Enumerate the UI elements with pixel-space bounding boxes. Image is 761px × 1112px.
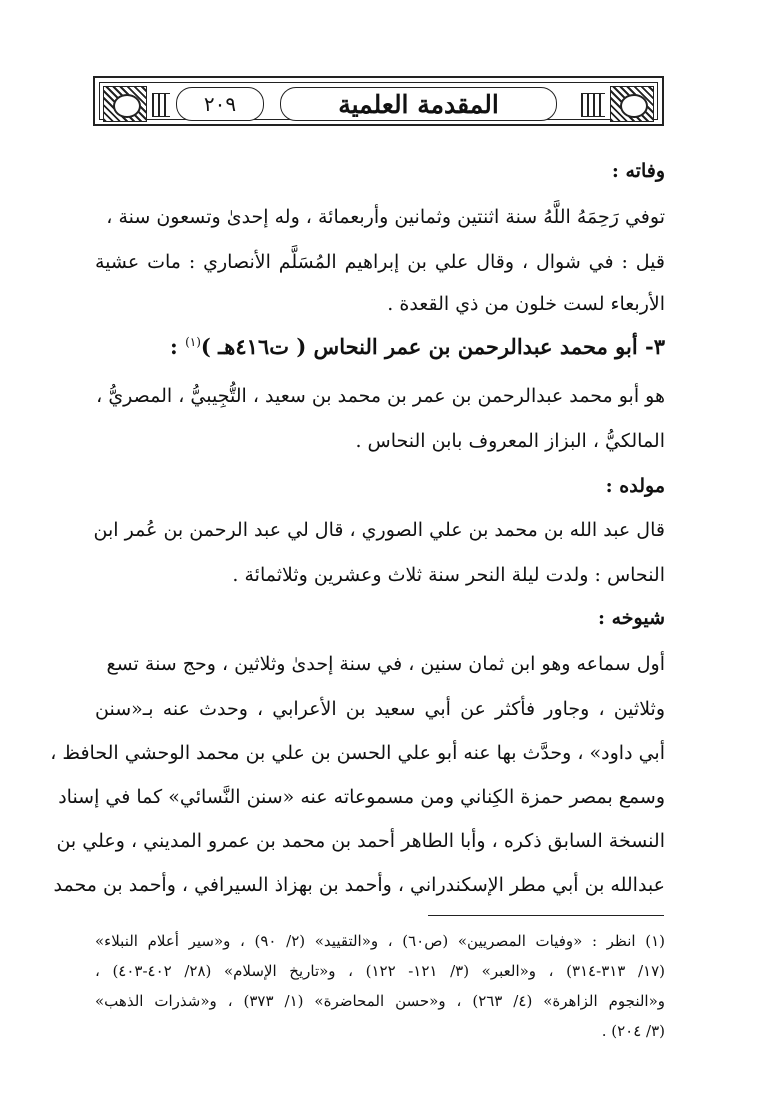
- footnote-ref: (١): [185, 335, 201, 349]
- person-heading-colon: :: [170, 334, 178, 359]
- paragraph-line: النحاس : ولدت ليلة النحر سنة ثلاث وعشرين وثلاثمائة .: [232, 564, 665, 586]
- paragraph-line: أول سماعه وهو ابن ثمان سنين ، في سنة إحدىٰ وثلاثين ، وحج سنة تسع: [106, 653, 665, 675]
- ornament-left-icon: [103, 86, 147, 122]
- paragraph-line: توفي رَحِمَهُ اللَّهُ سنة اثنتين وثمانين وأربعمائة ، وله إحدىٰ وتسعون سنة ،: [106, 206, 665, 228]
- paragraph-line: هو أبو محمد عبدالرحمن بن عمر بن محمد بن سعيد ، التُّجِيبيُّ ، المصريُّ ،: [96, 385, 665, 407]
- paragraph-line: المالكيُّ ، البزاز المعروف بابن النحاس .: [355, 430, 665, 452]
- paragraph-line: أبي داود» ، وحدَّث بها عنه أبو علي الحسن بن علي بن محمد الوحشي الحافظ ،: [50, 742, 665, 764]
- ornament-right-icon: [610, 86, 654, 122]
- paragraph-line: قال عبد الله بن محمد بن علي الصوري ، قال لي عبد الرحمن بن عُمر ابن: [93, 519, 665, 541]
- person-heading: [170, 334, 665, 359]
- page-header-banner: [93, 76, 664, 126]
- footnote-line: (١) انظر : «وفيات المصريين» (ص٦٠) ، و«التقييد» (٢/ ٩٠) ، و«سير أعلام النبلاء»: [95, 932, 665, 950]
- paragraph-line: قيل : في شوال ، وقال علي بن إبراهيم المُسَلَّم الأنصاري : مات عشية: [95, 251, 665, 273]
- footnote-line: (٣/ ٢٠٤) .: [601, 1022, 665, 1040]
- footnote-line: (١٧/ ٣١٣-٣١٤) ، و«العبر» (٣/ ١٢١- ١٢٢) ، و«تاريخ الإسلام» (٢٨/ ٤٠٢-٤٠٣) ،: [95, 962, 666, 980]
- chapter-title: المقدمة العلمية: [280, 87, 557, 121]
- paragraph-line: النسخة السابق ذكره ، وأبا الطاهر أحمد بن محمد بن عمرو المديني ، وعلي بن: [56, 830, 665, 852]
- ornament-band-right: [581, 93, 605, 117]
- paragraph-line: وثلاثين ، وجاور فأكثر عن أبي سعيد بن الأعرابي ، وحدث عنه بـ«سنن: [95, 698, 665, 720]
- paragraph-line: الأربعاء لست خلون من ذي القعدة .: [387, 293, 665, 315]
- person-heading-text: ٣- أبو محمد عبدالرحمن بن عمر النحاس ( ت٤١٦هـ ): [200, 334, 665, 359]
- ornament-band-left: [152, 93, 170, 117]
- birth-heading: مولده :: [605, 475, 665, 497]
- teachers-heading: شيوخه :: [597, 607, 665, 629]
- paragraph-line: عبدالله بن أبي مطر الإسكندراني ، وأحمد بن بهزاذ السيرافي ، وأحمد بن محمد: [53, 874, 665, 896]
- footnote-line: و«النجوم الزاهرة» (٤/ ٢٦٣) ، و«حسن المحاضرة» (١/ ٣٧٣) ، و«شذرات الذهب»: [95, 992, 666, 1010]
- header-frame: [99, 82, 658, 120]
- death-heading: وفاته :: [611, 160, 665, 182]
- page-number: ٢٠٩: [176, 87, 264, 121]
- paragraph-line: وسمع بمصر حمزة الكِناني ومن مسموعاته عنه «سنن النَّسائي» كما في إسناد: [58, 786, 665, 808]
- footnote-divider: [428, 915, 664, 916]
